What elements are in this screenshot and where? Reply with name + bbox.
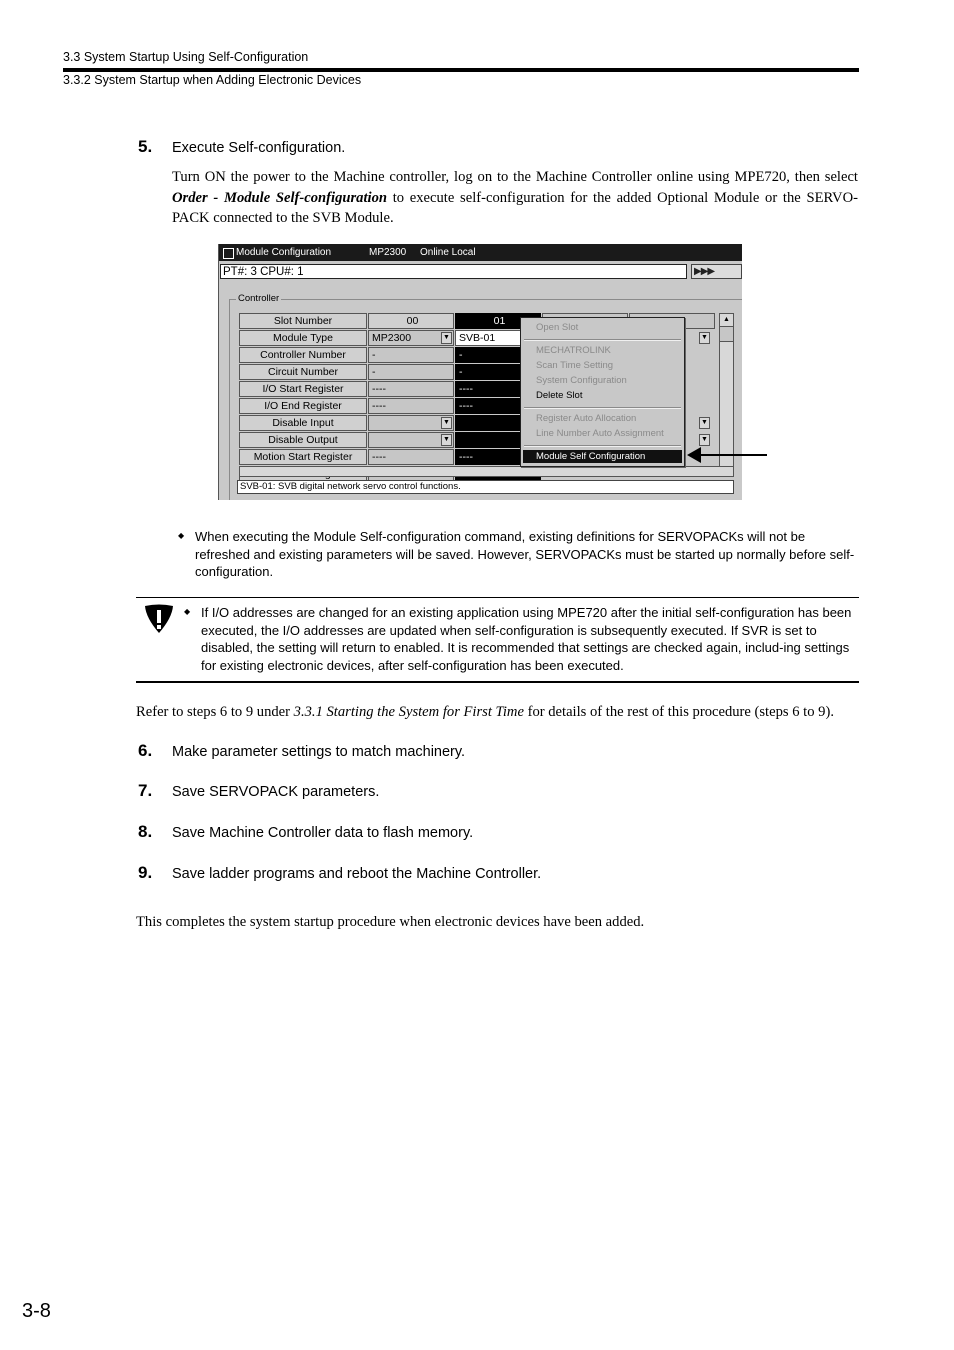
- slot-01-cell[interactable]: -: [455, 364, 541, 380]
- subsection-title: 3.3.2 System Startup when Adding Electronic Devices: [63, 73, 362, 87]
- slot-01-cell[interactable]: ----: [455, 449, 541, 465]
- status-bar: SVB-01: SVB digital network servo control functions.: [237, 480, 734, 494]
- step-5-command: Order - Module Self-configuration: [172, 189, 387, 206]
- closing-paragraph: This completes the system startup procedure when electronic devices have been added.: [136, 914, 645, 930]
- window-titlebar: [219, 244, 742, 261]
- dropdown-arrow-icon[interactable]: ▼: [699, 417, 710, 429]
- grid-row-label: I/O End Register: [239, 398, 367, 414]
- scroll-thumb[interactable]: [720, 327, 733, 342]
- grid-row-label: Disable Input: [239, 415, 367, 431]
- refer-paragraph: [136, 702, 858, 722]
- step-5-text-a: Turn ON the power to the Machine controller, log on to the Machine Controller online using MPE720, then select: [172, 169, 858, 185]
- module-configuration-screenshot: [218, 244, 742, 500]
- step-7-text: Save SERVOPACK parameters.: [172, 784, 380, 800]
- menu-item-module-self-configuration[interactable]: Module Self Configuration: [523, 450, 682, 463]
- callout-arrow-icon: [687, 447, 701, 463]
- slot-00-cell[interactable]: MP2300: [368, 330, 454, 346]
- horizontal-scrollbar[interactable]: [239, 466, 734, 477]
- menu-item-scan-time: Scan Time Setting: [536, 360, 614, 371]
- step-5-number: 5.: [138, 137, 153, 156]
- callout-arrow-line: [691, 454, 767, 456]
- context-menu: [520, 317, 685, 467]
- dropdown-arrow-icon[interactable]: ▼: [441, 332, 452, 344]
- slot-00-cell[interactable]: -: [368, 364, 454, 380]
- slot-01-cell[interactable]: SVB-01: [455, 330, 541, 346]
- bullet-icon: ◆: [184, 607, 191, 616]
- controller-group-label: Controller: [238, 293, 280, 304]
- grid-row-label: Disable Output: [239, 432, 367, 448]
- warning-bottom-rule: [136, 681, 859, 683]
- nav-arrows-button[interactable]: ▶▶▶: [691, 264, 742, 279]
- grid-row-label: Motion Start Register: [239, 449, 367, 465]
- page-number: 3-8: [22, 1300, 51, 1322]
- slot-00-cell[interactable]: ----: [368, 398, 454, 414]
- info-note: When executing the Module Self-configuration command, existing definitions for SERVOPACKs will not be refreshed and existing parameters will be saved. However, SERVOPACKs must be started up normally before self-configuration.: [195, 529, 855, 579]
- step-6-text: Make parameter settings to match machinery.: [172, 744, 466, 760]
- menu-separator: [524, 339, 681, 341]
- dropdown-arrow-icon[interactable]: ▼: [441, 417, 452, 429]
- bullet-icon: ◆: [178, 531, 185, 540]
- slot-00-cell[interactable]: 00: [368, 313, 454, 329]
- slot-00-cell[interactable]: ----: [368, 449, 454, 465]
- slot-01-cell[interactable]: ----: [455, 398, 541, 414]
- grid-row-label: Module Type: [239, 330, 367, 346]
- step-7-number: 7.: [138, 781, 153, 800]
- slot-01-cell[interactable]: ----: [455, 381, 541, 397]
- menu-item-open-slot: Open Slot: [536, 322, 579, 333]
- menu-item-line-number-auto: Line Number Auto Assignment: [536, 428, 664, 439]
- refer-text-c: for details of the rest of this procedure (steps 6 to 9).: [523, 704, 834, 720]
- scroll-up-icon[interactable]: ▲: [720, 314, 733, 327]
- step-5-text-c: to execute self-configuration for the added Optional Module or the SERVO-PACK connected to the SVB Module.: [172, 189, 858, 226]
- menu-separator: [524, 407, 681, 409]
- warning-top-rule: [136, 597, 859, 598]
- vertical-scrollbar[interactable]: [719, 313, 734, 471]
- step-8-number: 8.: [138, 822, 153, 841]
- menu-item-register-auto-allocation: Register Auto Allocation: [536, 413, 637, 424]
- dropdown-arrow-icon[interactable]: ▼: [699, 332, 710, 344]
- step-9-text: Save ladder programs and reboot the Machine Controller.: [172, 866, 542, 882]
- dropdown-arrow-icon[interactable]: ▼: [699, 434, 710, 446]
- window-mode: Online Local: [420, 247, 476, 258]
- menu-separator: [524, 445, 681, 447]
- window-model: MP2300: [369, 247, 407, 258]
- step-5-title: Execute Self-configuration.: [172, 140, 346, 156]
- slot-01-cell[interactable]: 01: [455, 313, 541, 329]
- section-title: 3.3 System Startup Using Self-Configuration: [63, 50, 309, 64]
- slot-01-cell[interactable]: -: [455, 347, 541, 363]
- window-title: Module Configuration: [236, 247, 332, 258]
- window-icon: [223, 248, 234, 259]
- step-9-number: 9.: [138, 863, 153, 882]
- grid-row-label: I/O Start Register: [239, 381, 367, 397]
- step-5-paragraph: [172, 167, 858, 229]
- dropdown-arrow-icon[interactable]: ▼: [441, 434, 452, 446]
- warning-note: If I/O addresses are changed for an existing application using MPE720 after the initial self-configuration has been executed, the I/O addresses are updated when self-configuration is subsequently executed. If SVR is set to disabled, the setting will return to enabled. It is recommended that settings are checked again, includ-ing settings for existing electronic devices, after self-configuration has been executed.: [201, 605, 852, 673]
- header-rule: [63, 68, 859, 72]
- slot-00-cell[interactable]: ----: [368, 381, 454, 397]
- warning-icon: [143, 604, 175, 634]
- step-8-text: Save Machine Controller data to flash memory.: [172, 825, 474, 841]
- refer-link[interactable]: 3.3.1 Starting the System for First Time: [293, 704, 524, 720]
- refer-text-a: Refer to steps 6 to 9 under: [136, 704, 294, 720]
- menu-item-system-configuration: System Configuration: [536, 375, 627, 386]
- grid-row-label: Circuit Number: [239, 364, 367, 380]
- pt-cpu-field[interactable]: PT#: 3 CPU#: 1: [220, 264, 687, 279]
- step-6-number: 6.: [138, 741, 153, 760]
- slot-00-cell[interactable]: -: [368, 347, 454, 363]
- grid-row-label: Slot Number: [239, 313, 367, 329]
- grid-row-label: Controller Number: [239, 347, 367, 363]
- menu-item-delete-slot[interactable]: Delete Slot: [536, 390, 583, 401]
- menu-item-mechatrolink: MECHATROLINK: [536, 345, 611, 356]
